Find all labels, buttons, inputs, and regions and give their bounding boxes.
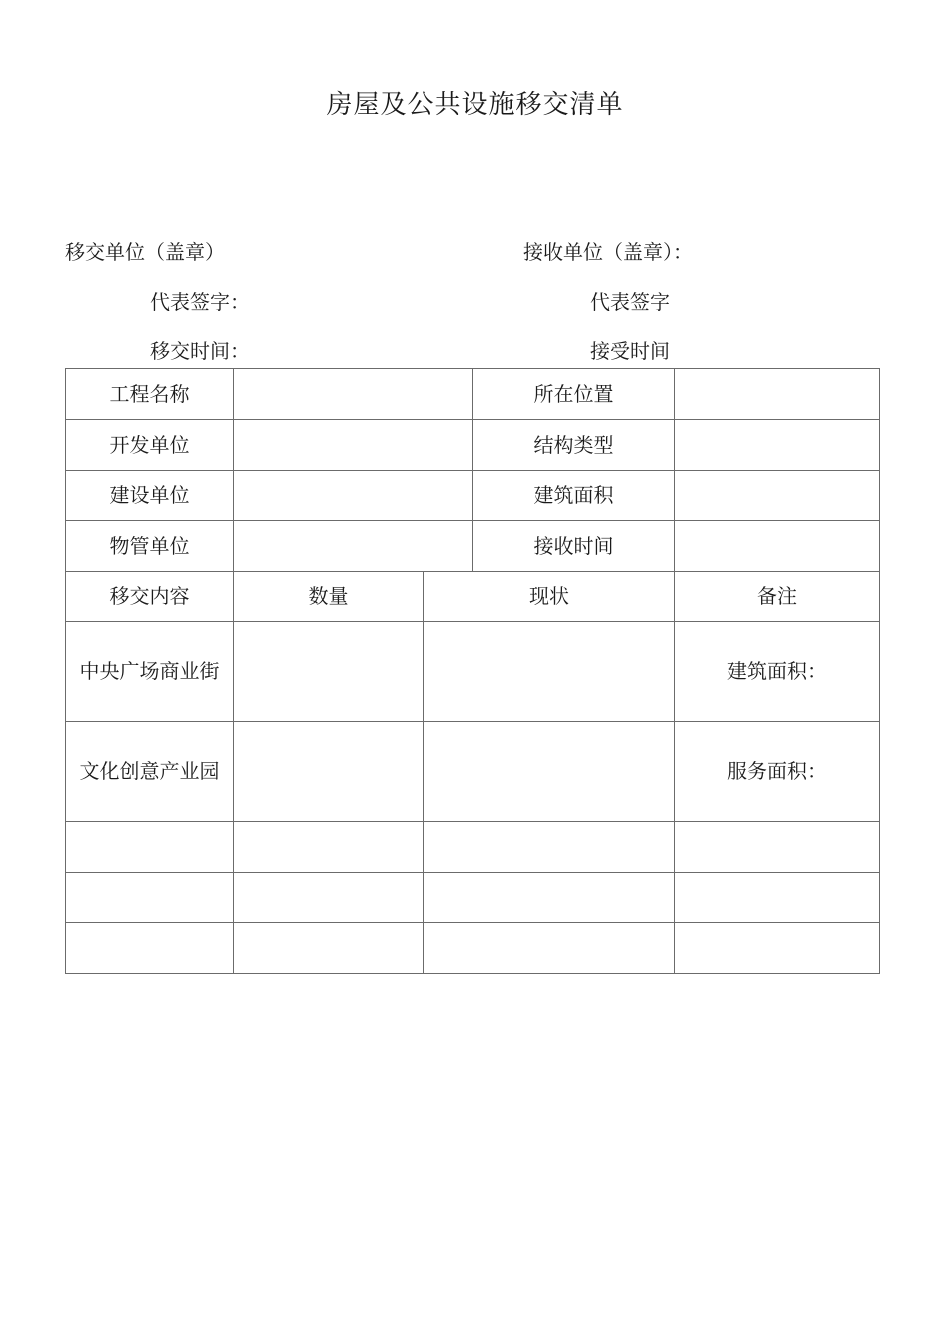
info-label-builder: 建设单位 bbox=[65, 470, 234, 521]
page-title: 房屋及公共设施移交清单 bbox=[326, 90, 624, 120]
items-header-content: 移交内容 bbox=[65, 571, 234, 622]
transfer-time-label: 移交时间： bbox=[150, 339, 250, 363]
item-quantity[interactable] bbox=[233, 621, 424, 722]
info-value-project-name[interactable] bbox=[233, 368, 473, 420]
item-status[interactable] bbox=[423, 621, 675, 722]
item-quantity[interactable] bbox=[233, 922, 424, 974]
items-header-remark: 备注 bbox=[674, 571, 880, 622]
transfer-unit-label: 移交单位（盖章） bbox=[65, 240, 225, 264]
items-header-status: 现状 bbox=[423, 571, 675, 622]
item-status[interactable] bbox=[423, 922, 675, 974]
info-value-builder[interactable] bbox=[233, 470, 473, 521]
item-content[interactable] bbox=[65, 821, 234, 873]
info-value-structure-type[interactable] bbox=[674, 419, 880, 471]
item-content[interactable] bbox=[65, 872, 234, 923]
items-header-quantity: 数量 bbox=[233, 571, 424, 622]
info-value-developer[interactable] bbox=[233, 419, 473, 471]
info-label-project-name: 工程名称 bbox=[65, 368, 234, 420]
info-value-location[interactable] bbox=[674, 368, 880, 420]
info-value-receive-time[interactable] bbox=[674, 520, 880, 572]
item-remark[interactable] bbox=[674, 821, 880, 873]
info-value-property-manager[interactable] bbox=[233, 520, 473, 572]
info-label-receive-time: 接收时间 bbox=[472, 520, 675, 572]
receive-time-label: 接受时间 bbox=[590, 339, 670, 363]
item-content: 文化创意产业园 bbox=[65, 721, 234, 822]
item-quantity[interactable] bbox=[233, 721, 424, 822]
item-remark[interactable] bbox=[674, 872, 880, 923]
info-label-developer: 开发单位 bbox=[65, 419, 234, 471]
handover-table bbox=[65, 368, 880, 974]
receive-unit-label: 接收单位（盖章）： bbox=[523, 240, 693, 264]
info-label-building-area: 建筑面积 bbox=[472, 470, 675, 521]
info-label-location: 所在位置 bbox=[472, 368, 675, 420]
item-status[interactable] bbox=[423, 721, 675, 822]
info-label-property-manager: 物管单位 bbox=[65, 520, 234, 572]
item-content: 中央广场商业街 bbox=[65, 621, 234, 722]
item-remark: 建筑面积： bbox=[674, 621, 880, 722]
transfer-rep-signature-label: 代表签字： bbox=[150, 290, 250, 314]
item-remark[interactable] bbox=[674, 922, 880, 974]
receive-rep-signature-label: 代表签字 bbox=[590, 290, 670, 314]
item-quantity[interactable] bbox=[233, 872, 424, 923]
item-status[interactable] bbox=[423, 821, 675, 873]
item-quantity[interactable] bbox=[233, 821, 424, 873]
item-status[interactable] bbox=[423, 872, 675, 923]
item-remark: 服务面积： bbox=[674, 721, 880, 822]
item-content[interactable] bbox=[65, 922, 234, 974]
info-label-structure-type: 结构类型 bbox=[472, 419, 675, 471]
info-value-building-area[interactable] bbox=[674, 470, 880, 521]
